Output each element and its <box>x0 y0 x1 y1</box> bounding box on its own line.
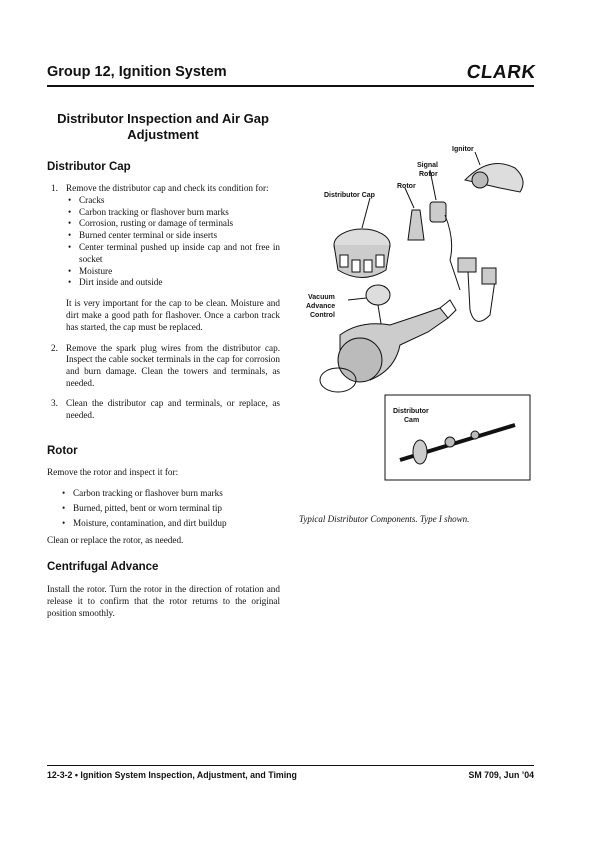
centrifugal-text: Install the rotor. Turn the rotor in the direction of rotation and release it to confirm that the rotor returns to the original position smoothly. <box>47 584 280 618</box>
label-vacuum-line-3: Control <box>310 312 335 319</box>
step-2 <box>47 343 280 390</box>
list-item: • Dirt inside and outside <box>66 277 280 289</box>
footer-left: 12-3-2 • Ignition System Inspection, Adjustment, and Timing <box>47 770 297 780</box>
label-cam-line-1: Distributor <box>393 408 429 415</box>
rotor-intro: Remove the rotor and inspect it for: <box>47 467 179 477</box>
label-rotor: Rotor <box>397 183 416 190</box>
svg-text:CLARK: CLARK <box>465 62 538 83</box>
label-signal-rotor-line-1: Signal <box>417 162 439 169</box>
list-item: • Burned, pitted, bent or worn terminal tip <box>60 501 280 516</box>
list-item: • Center terminal pushed up inside cap and not free in socket <box>66 242 280 266</box>
list-item: • Carbon tracking or flashover burn marks <box>66 207 280 219</box>
rotor-outro: Clean or replace the rotor, as needed. <box>47 535 184 545</box>
list-item: • Burned center terminal or side inserts <box>66 230 280 242</box>
step-2-text: Remove the spark plug wires from the distributor cap. Inspect the cable socket terminals in the cap for corrosion and burn damage. Clean the towers and terminals, as needed. <box>66 342 280 388</box>
rotor-list <box>52 486 280 531</box>
heading-centrifugal-advance: Centrifugal Advance <box>47 561 159 573</box>
distributor-cap-steps <box>47 183 280 421</box>
label-vacuum-line-1: Vacuum <box>308 294 335 301</box>
step-2-number: 2. <box>51 342 58 353</box>
step-1 <box>47 183 280 334</box>
label-distributor-cap: Distributor Cap <box>324 192 375 199</box>
figure-caption: Typical Distributor Components. Type I shown. <box>299 514 470 524</box>
heading-distributor-cap: Distributor Cap <box>47 161 131 173</box>
list-item: • Corrosion, rusting or damage of terminals <box>66 218 280 230</box>
footer-rule <box>47 765 534 766</box>
header-rule <box>47 85 534 87</box>
heading-rotor: Rotor <box>47 445 78 457</box>
step-1-text: Remove the distributor cap and check its condition for: <box>66 183 269 193</box>
list-item: • Moisture <box>66 266 280 278</box>
step-1-note: It is very important for the cap to be clean. Moisture and dirt make a good path for flashover. Once a carbon track has started, the cap must be replaced. <box>66 298 280 332</box>
footer-right: SM 709, Jun ’04 <box>468 770 534 780</box>
section-title: Distributor Inspection and Air Gap Adjustment <box>57 111 269 142</box>
clark-logo <box>465 60 538 83</box>
label-ignitor: Ignitor <box>452 146 474 153</box>
label-vacuum-line-2: Advance <box>306 303 336 310</box>
label-signal-rotor-line-2: Rotor <box>419 171 438 178</box>
label-cam-line-2: Cam <box>404 417 420 424</box>
list-item: • Carbon tracking or flashover burn marks <box>60 486 280 501</box>
cap-check-list <box>66 195 280 289</box>
step-3 <box>47 398 280 422</box>
step-3-text: Clean the distributor cap and terminals, or replace, as needed. <box>66 397 280 420</box>
list-item: • Cracks <box>66 195 280 207</box>
page-header-title: Group 12, Ignition System <box>47 64 227 80</box>
list-item: • Moisture, contamination, and dirt buildup <box>60 516 280 531</box>
step-3-number: 3. <box>51 397 58 408</box>
distributor-components-figure <box>300 140 535 485</box>
step-1-number: 1. <box>51 183 58 193</box>
